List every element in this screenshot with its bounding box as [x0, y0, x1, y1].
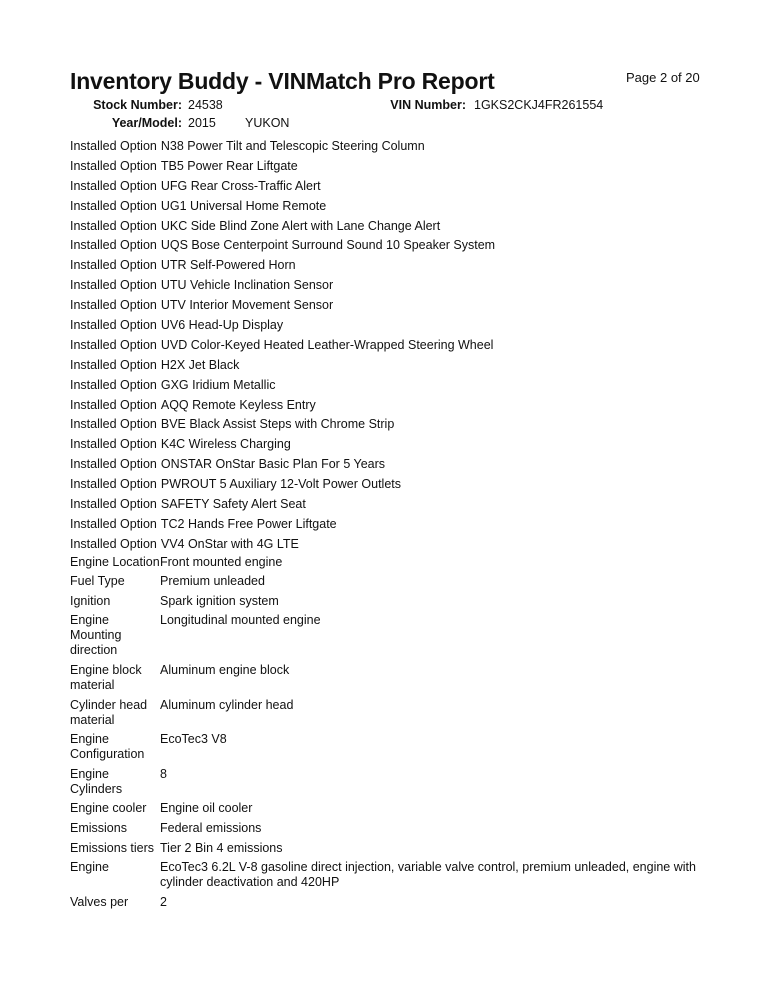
spec-row	[70, 801, 720, 816]
installed-option-row	[70, 515, 720, 535]
option-label: Installed Option	[70, 278, 157, 293]
spec-value: Spark ignition system	[160, 593, 279, 608]
option-value: TB5 Power Rear Liftgate	[160, 158, 298, 173]
option-value: UKC Side Blind Zone Alert with Lane Change Alert	[160, 218, 441, 233]
spec-row	[70, 732, 720, 762]
option-value: H2X Jet Black	[160, 357, 240, 372]
option-label: Installed Option	[70, 477, 157, 492]
year-value: 2015	[188, 116, 216, 130]
installed-option-row	[70, 435, 720, 455]
vin-number-label: VIN Number:	[390, 98, 466, 112]
spec-value: Premium unleaded	[160, 574, 265, 589]
installed-option-row	[70, 137, 720, 157]
spec-label: Engine Location	[70, 554, 160, 569]
option-label: Installed Option	[70, 158, 157, 173]
option-label: Installed Option	[70, 139, 157, 153]
spec-value: Engine oil cooler	[160, 801, 253, 816]
spec-label: Engine Cylinders	[70, 766, 123, 796]
option-label: Installed Option	[70, 516, 157, 531]
spec-row	[70, 613, 720, 658]
installed-option-row	[70, 475, 720, 495]
option-label: Installed Option	[70, 258, 157, 273]
option-value: VV4 OnStar with 4G LTE	[160, 536, 299, 551]
spec-label: Engine cooler	[70, 801, 147, 816]
spec-value: Front mounted engine	[160, 554, 283, 569]
option-label: Installed Option	[70, 397, 157, 412]
spec-row	[70, 698, 720, 728]
spec-label: Ignition	[70, 593, 111, 608]
spec-value: Aluminum cylinder head	[160, 697, 294, 712]
spec-row	[70, 767, 720, 797]
option-value: TC2 Hands Free Power Liftgate	[160, 516, 337, 531]
spec-value: Tier 2 Bin 4 emissions	[160, 840, 283, 855]
installed-option-row	[70, 316, 720, 336]
stock-number-value: 24538	[188, 98, 223, 112]
spec-value: Longitudinal mounted engine	[160, 613, 321, 628]
spec-row	[70, 860, 720, 890]
spec-value: 8	[160, 766, 167, 781]
option-value: UG1 Universal Home Remote	[160, 198, 327, 213]
option-label: Installed Option	[70, 238, 157, 253]
installed-option-row	[70, 495, 720, 515]
spec-label: Emissions tiers	[70, 840, 155, 855]
option-label: Installed Option	[70, 218, 157, 233]
spec-label: Fuel Type	[70, 574, 125, 589]
option-value: BVE Black Assist Steps with Chrome Strip	[160, 417, 395, 432]
spec-row	[70, 594, 720, 609]
spec-value: 2	[160, 894, 167, 909]
page-number: Page 2 of 20	[626, 70, 700, 85]
spec-row	[70, 555, 720, 570]
spec-label: Engine	[70, 860, 109, 875]
spec-label: Valves per	[70, 894, 129, 909]
option-value: N38 Power Tilt and Telescopic Steering Column	[160, 139, 425, 153]
spec-value: EcoTec3 6.2L V-8 gasoline direct injection, variable valve control, premium unleaded, engine with cylinder deactivation and 420HP	[160, 860, 696, 890]
option-value: PWROUT 5 Auxiliary 12-Volt Power Outlets	[160, 477, 401, 492]
option-value: UQS Bose Centerpoint Surround Sound 10 Speaker System	[160, 238, 496, 253]
year-model-label: Year/Model:	[111, 116, 182, 130]
spec-value: Aluminum engine block	[160, 663, 290, 678]
spec-row	[70, 895, 720, 910]
spec-row	[70, 574, 720, 589]
installed-option-row	[70, 376, 720, 396]
option-value: GXG Iridium Metallic	[160, 377, 276, 392]
option-label: Installed Option	[70, 178, 157, 193]
spec-row	[70, 841, 720, 856]
option-label: Installed Option	[70, 318, 157, 333]
installed-option-row	[70, 217, 720, 237]
installed-option-row	[70, 276, 720, 296]
installed-option-row	[70, 197, 720, 217]
installed-option-row	[70, 296, 720, 316]
report-body	[70, 137, 720, 914]
installed-option-row	[70, 356, 720, 376]
installed-option-row	[70, 396, 720, 416]
spec-label: Engine Mounting direction	[70, 613, 122, 658]
spec-label: Engine Configuration	[70, 732, 145, 762]
stock-number-label: Stock Number:	[93, 98, 182, 112]
installed-option-row	[70, 256, 720, 276]
option-label: Installed Option	[70, 377, 157, 392]
option-value: UTV Interior Movement Sensor	[160, 298, 334, 313]
option-value: AQQ Remote Keyless Entry	[160, 397, 316, 412]
spec-value: Federal emissions	[160, 821, 262, 836]
option-value: UTR Self-Powered Horn	[160, 258, 296, 273]
option-value: UV6 Head-Up Display	[160, 318, 284, 333]
option-label: Installed Option	[70, 417, 157, 432]
spec-value: EcoTec3 V8	[160, 732, 227, 747]
option-label: Installed Option	[70, 497, 157, 512]
spec-label: Emissions	[70, 821, 127, 836]
model-value: YUKON	[245, 116, 290, 130]
option-label: Installed Option	[70, 357, 157, 372]
option-label: Installed Option	[70, 198, 157, 213]
installed-option-row	[70, 157, 720, 177]
option-label: Installed Option	[70, 457, 157, 472]
vin-number-value: 1GKS2CKJ4FR261554	[474, 98, 604, 112]
installed-option-row	[70, 535, 720, 555]
spec-label: Engine block material	[70, 663, 142, 693]
option-value: K4C Wireless Charging	[160, 437, 291, 452]
installed-option-row	[70, 455, 720, 475]
option-value: SAFETY Safety Alert Seat	[160, 497, 306, 512]
report-title: Inventory Buddy - VINMatch Pro Report	[70, 68, 495, 94]
option-label: Installed Option	[70, 298, 157, 313]
spec-label: Cylinder head material	[70, 697, 148, 727]
option-value: ONSTAR OnStar Basic Plan For 5 Years	[160, 457, 386, 472]
option-label: Installed Option	[70, 337, 157, 352]
installed-option-row	[70, 236, 720, 256]
option-label: Installed Option	[70, 437, 157, 452]
option-value: UVD Color-Keyed Heated Leather-Wrapped Steering Wheel	[160, 337, 494, 352]
option-value: UTU Vehicle Inclination Sensor	[160, 278, 334, 293]
installed-option-row	[70, 415, 720, 435]
installed-option-row	[70, 336, 720, 356]
installed-option-row	[70, 177, 720, 197]
spec-row	[70, 821, 720, 836]
option-value: UFG Rear Cross-Traffic Alert	[160, 178, 321, 193]
option-label: Installed Option	[70, 536, 157, 551]
spec-row	[70, 663, 720, 693]
